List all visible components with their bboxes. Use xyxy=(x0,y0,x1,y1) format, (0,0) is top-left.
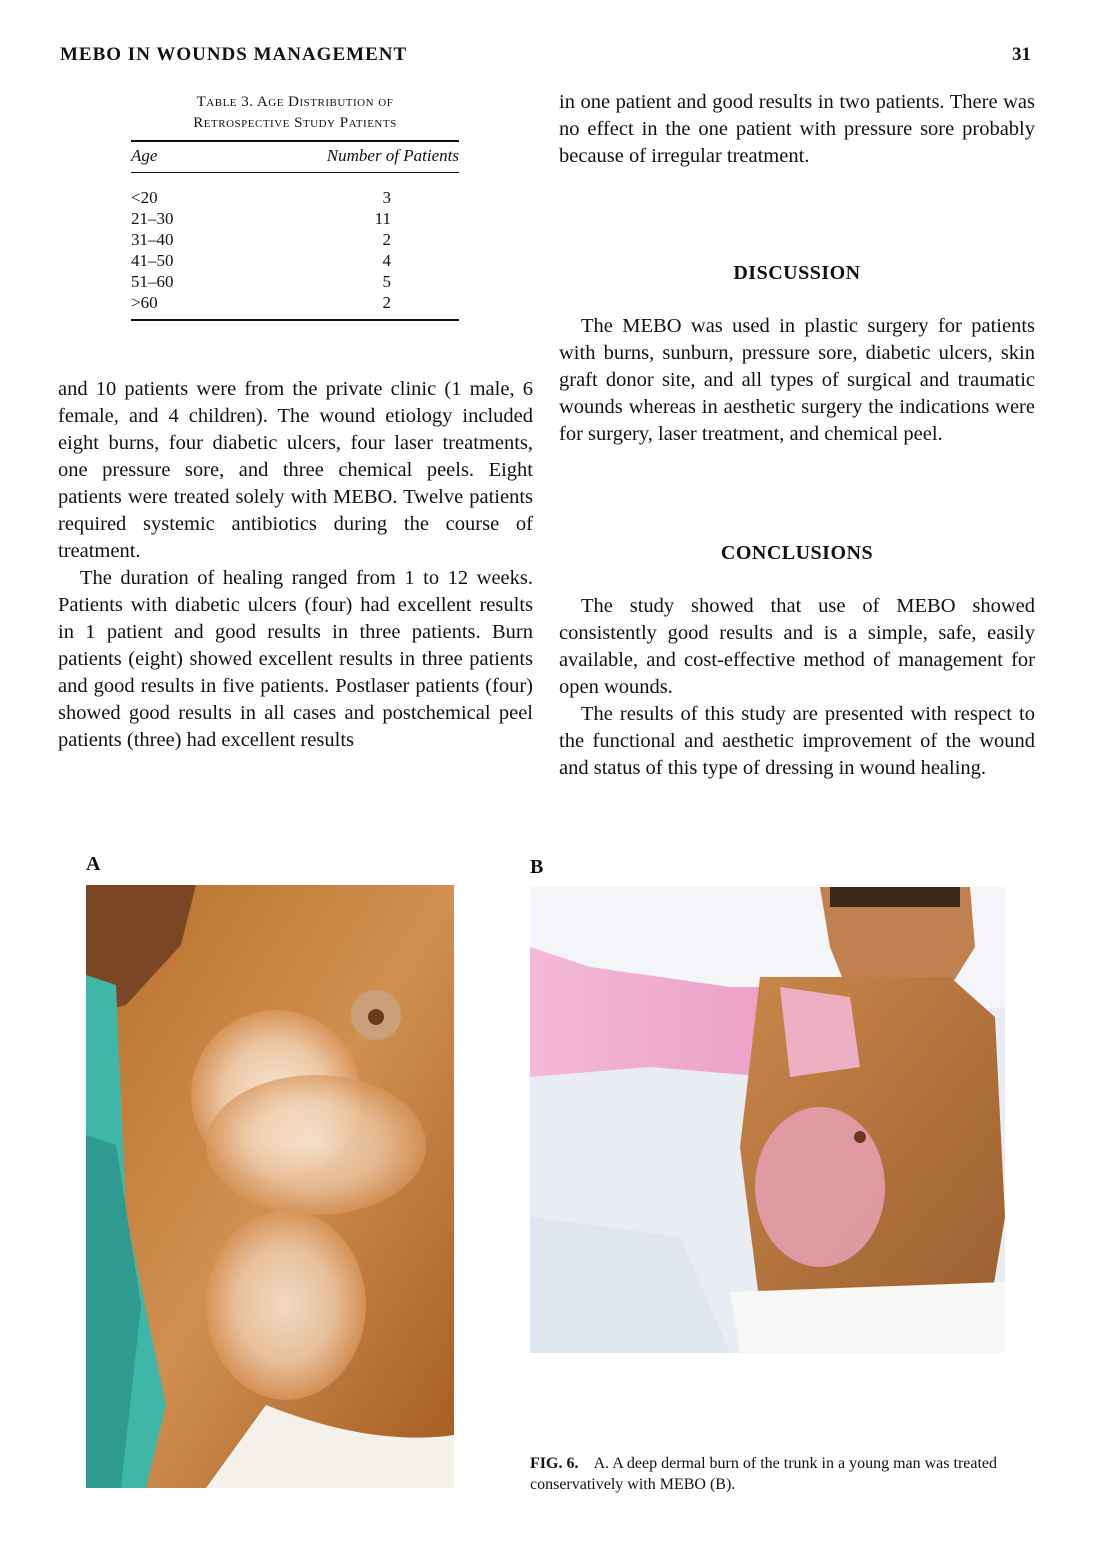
left-column xyxy=(58,376,533,754)
table-row xyxy=(131,187,459,208)
count-cell: 4 xyxy=(382,251,391,270)
table-header-row xyxy=(131,142,459,172)
table-caption xyxy=(131,92,459,134)
figure-label-a: A xyxy=(86,853,101,875)
table-row xyxy=(131,271,459,292)
table-caption-line1: Table 3. Age Distribution of xyxy=(196,94,394,110)
table-row xyxy=(131,229,459,250)
table-caption-line2: Retrospective Study Patients xyxy=(193,115,397,131)
count-cell: 11 xyxy=(374,209,391,228)
paragraph: in one patient and good results in two patients. There was no effect in the one patient with pressure sore probably because of irregular treatment. xyxy=(559,91,1035,167)
figure-photo-a xyxy=(86,885,454,1488)
figure-photo-b xyxy=(530,887,1005,1353)
table-rule-bottom xyxy=(131,319,459,321)
figure-caption-text: A. A deep dermal burn of the trunk in a young man was treated conservatively with MEBO (B). xyxy=(530,1455,998,1493)
conclusions-section xyxy=(559,593,1035,782)
burn-photo-b-image xyxy=(530,887,1005,1353)
table-row xyxy=(131,292,459,313)
column-header-age: Age xyxy=(131,146,158,165)
figure-label-b: B xyxy=(530,856,544,878)
figure-caption-tag: FIG. 6. xyxy=(530,1455,579,1472)
paragraph: The MEBO was used in plastic surgery for patients with burns, sunburn, pressure sore, diabetic ulcers, skin graft donor site, and all types of surgical and traumatic wounds whereas in aesthetic surgery the indications were for surgery, laser treatment, and chemical peel. xyxy=(559,315,1035,445)
discussion-heading: DISCUSSION xyxy=(733,262,861,284)
age-cell: <20 xyxy=(131,188,158,207)
count-cell: 5 xyxy=(382,272,391,291)
column-header-count: Number of Patients xyxy=(326,146,459,165)
paragraph: The results of this study are presented with respect to the functional and aesthetic improvement of the wound and status of this type of dressing in wound healing. xyxy=(559,703,1035,779)
paragraph: and 10 patients were from the private clinic (1 male, 6 female, and 4 children). The wound etiology included eight burns, four diabetic ulcers, four laser treatments, one pressure sore, and three chemical peels. Eight patients were treated solely with MEBO. Twelve patients required systemic antibiotics during the course of treatment. xyxy=(58,378,533,562)
count-cell: 2 xyxy=(382,293,391,312)
table-row xyxy=(131,208,459,229)
conclusions-heading: CONCLUSIONS xyxy=(720,542,874,564)
age-cell: 41–50 xyxy=(131,251,174,270)
right-column-continuation xyxy=(559,89,1035,170)
table-3 xyxy=(131,92,459,321)
page-number: 31 xyxy=(1012,44,1031,65)
discussion-section xyxy=(559,313,1035,448)
paragraph: The duration of healing ranged from 1 to 12 weeks. Patients with diabetic ulcers (four) had excellent results in 1 patient and good results in three patients. Burn patients (eight) showed excellent results in three patients and good results in five patients. Postlaser patients (four) showed good results in all cases and postchemical peel patients (three) had excellent results xyxy=(58,567,533,751)
age-cell: 31–40 xyxy=(131,230,174,249)
figure-caption xyxy=(530,1453,1010,1495)
paragraph: The study showed that use of MEBO showed consistently good results and is a simple, safe, easily available, and cost-effective method of management for open wounds. xyxy=(559,595,1035,698)
age-cell: 21–30 xyxy=(131,209,174,228)
count-cell: 2 xyxy=(382,230,391,249)
table-row xyxy=(131,250,459,271)
running-title: MEBO IN WOUNDS MANAGEMENT xyxy=(60,44,408,65)
table-body xyxy=(131,173,459,313)
age-cell: >60 xyxy=(131,293,158,312)
count-cell: 3 xyxy=(382,188,391,207)
age-cell: 51–60 xyxy=(131,272,174,291)
burn-photo-a-image xyxy=(86,885,454,1488)
